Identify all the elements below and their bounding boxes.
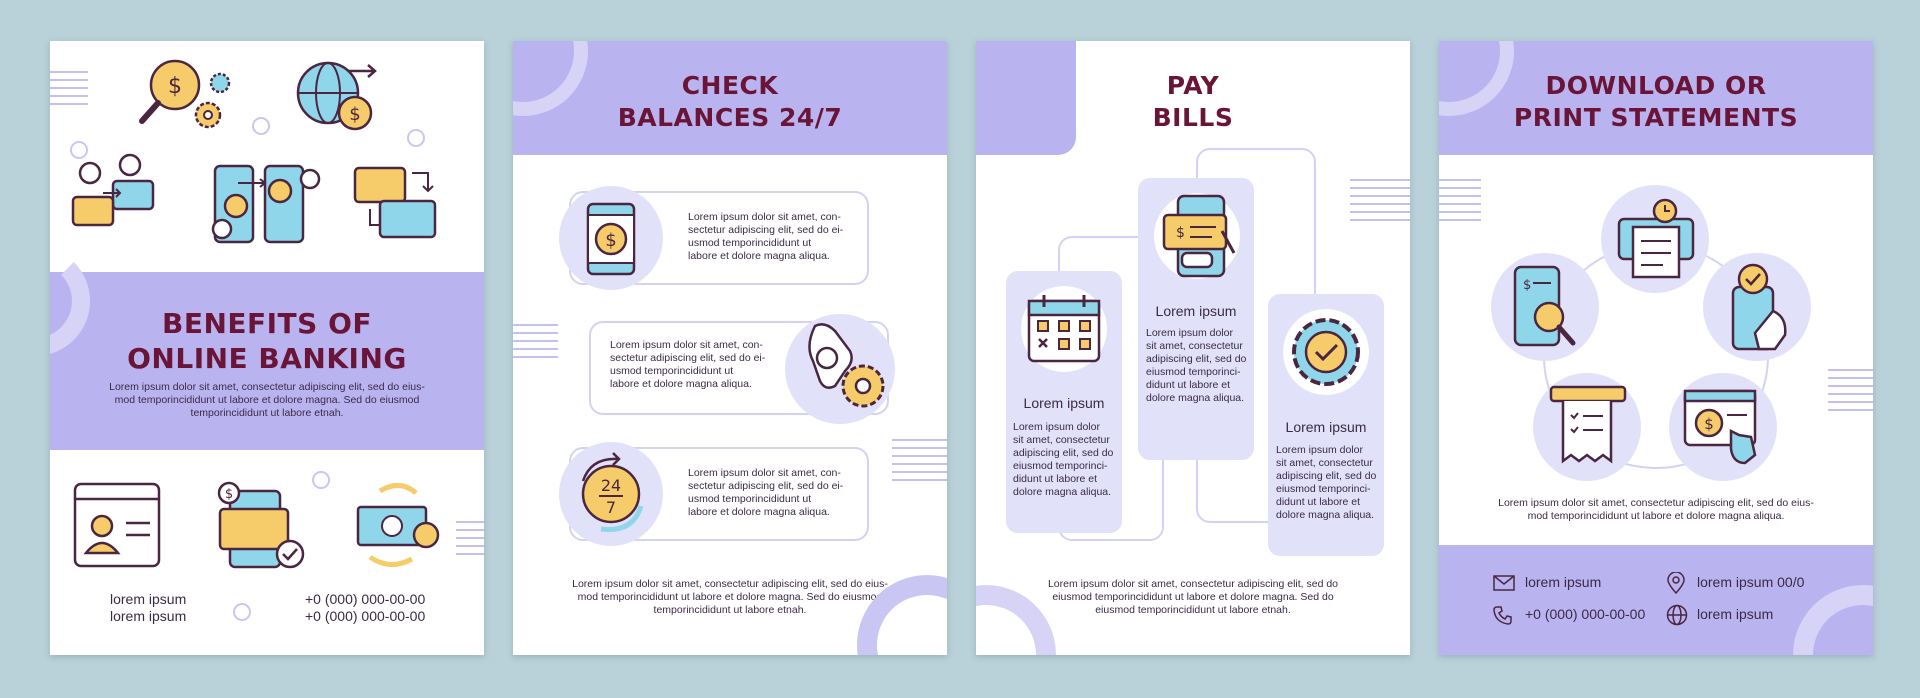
stripe-decoration (1439, 179, 1481, 227)
search-money-gear-icon (130, 53, 240, 143)
brochure-page-check-balances (513, 41, 947, 655)
brochure-page-statements (1439, 41, 1873, 655)
clock-24-7-icon (571, 451, 651, 537)
svg-text:7: 7 (605, 498, 617, 517)
phone-statement-clock-icon (1615, 197, 1697, 281)
card-exchange-icon (350, 163, 450, 245)
stripe-decoration (1828, 369, 1873, 417)
brochure-page-pay-bills (976, 41, 1410, 655)
location-icon (1667, 572, 1685, 594)
stripe-decoration (456, 521, 484, 561)
stripe-decoration (892, 439, 947, 487)
dot-decoration (312, 471, 330, 489)
phone-search-icon (1509, 263, 1581, 351)
contact-web[interactable]: lorem ipsum (1697, 606, 1774, 622)
stripe-decoration (50, 71, 88, 111)
svg-text:$: $ (349, 104, 361, 125)
calendar-icon (1026, 293, 1102, 365)
globe-icon (1666, 604, 1688, 626)
chat-users-icon (68, 153, 163, 238)
printer-receipt-icon (1547, 383, 1629, 467)
gesture-gear-icon (795, 316, 895, 421)
dot-decoration (252, 117, 270, 135)
footer-text: Lorem ipsum dolor sit amet, consectetur adipiscing elit, sed do eiusmod temporincididunt ut labore et dolore magna. Sed do eiusmod temporincididunt ut labore etnah. (1047, 578, 1339, 616)
phone-icon (1493, 605, 1513, 625)
bill-text: Lorem ipsum dolor sit amet, consectetur adipiscing elit, sed do eiusmod temporinci- didunt ut labore et dolore magna aliqua. (1276, 444, 1377, 521)
page-title: BENEFITS OF ONLINE BANKING (127, 307, 407, 375)
contact-email[interactable]: lorem ipsum (1525, 574, 1602, 590)
svg-text:$: $ (224, 487, 234, 502)
svg-text:$: $ (168, 74, 182, 99)
bill-heading: Lorem ipsum (1285, 419, 1367, 435)
email-icon (1493, 575, 1515, 591)
phone-check-icon (1719, 261, 1797, 353)
stripe-decoration (1350, 179, 1410, 227)
contact-location: lorem ipsum 00/0 (1697, 574, 1805, 590)
globe-exchange-icon (290, 53, 390, 143)
card-payment-icon (215, 479, 310, 574)
svg-text:$: $ (1523, 278, 1532, 293)
corner-arc-decoration (374, 41, 484, 121)
id-card-icon (72, 481, 162, 569)
dot-decoration (407, 129, 425, 147)
phone-transfer-icon (210, 161, 325, 246)
phone-card-icon (1156, 191, 1246, 281)
statement-text: Lorem ipsum dolor sit amet, consectetur adipiscing elit, sed do eius- mod temporincididunt ut labore et dolore magna aliqua. (1498, 497, 1814, 522)
svg-text:$: $ (1176, 225, 1185, 241)
svg-text:$: $ (605, 230, 617, 251)
bill-text: Lorem ipsum dolor sit amet, consectetur adipiscing elit, sed do eiusmod temporinci- didunt ut labore et dolore magna aliqua. (1013, 421, 1114, 498)
svg-text:$: $ (1704, 415, 1714, 433)
contact-phones: +0 (000) 000-00-00 +0 (000) 000-00-00 (305, 591, 426, 624)
balance-text: Lorem ipsum dolor sit amet, con- sectetur adipiscing elit, sed do ei- usmod temporincididunt ut labore et dolore magna aliqua. (610, 339, 766, 390)
bill-heading: Lorem ipsum (1155, 303, 1237, 319)
bill-heading: Lorem ipsum (1023, 395, 1105, 411)
screen-dollar-tap-icon (1681, 387, 1765, 467)
svg-text:24: 24 (600, 476, 622, 495)
footer-text: Lorem ipsum dolor sit amet, consectetur adipiscing elit, sed do eius- mod temporincididunt ut labore et dolore magna. Sed do eiusmod temporincididunt ut labore etnah. (572, 578, 888, 616)
phone-dollar-icon (585, 201, 637, 277)
balance-text: Lorem ipsum dolor sit amet, con- sectetur adipiscing elit, sed do ei- usmod temporincididunt ut labore et dolore magna aliqua. (688, 467, 844, 518)
contact-names: lorem ipsum lorem ipsum (110, 591, 187, 624)
gear-check-icon (1286, 312, 1366, 392)
page-title: PAY BILLS (1152, 71, 1234, 132)
contact-phone[interactable]: +0 (000) 000-00-00 (1525, 606, 1646, 622)
intro-text: Lorem ipsum dolor sit amet, consectetur adipiscing elit, sed do eius- mod temporincididunt ut labore et dolore magna. Sed do eiusmod temporincididunt ut labore etnah. (109, 381, 425, 419)
page-title: DOWNLOAD OR PRINT STATEMENTS (1513, 71, 1799, 132)
page-title: CHECK BALANCES 24/7 (617, 71, 843, 132)
stripe-decoration (513, 324, 558, 364)
dot-decoration (233, 603, 251, 621)
balance-text: Lorem ipsum dolor sit amet, con- sectetur adipiscing elit, sed do ei- usmod temporincididunt ut labore et dolore magna aliqua. (688, 211, 844, 262)
cash-exchange-icon (350, 479, 445, 574)
brochure-page-benefits (50, 41, 484, 655)
bill-text: Lorem ipsum dolor sit amet, consectetur adipiscing elit, sed do eiusmod temporinci- didunt ut labore et dolore magna aliqua. (1146, 327, 1247, 404)
